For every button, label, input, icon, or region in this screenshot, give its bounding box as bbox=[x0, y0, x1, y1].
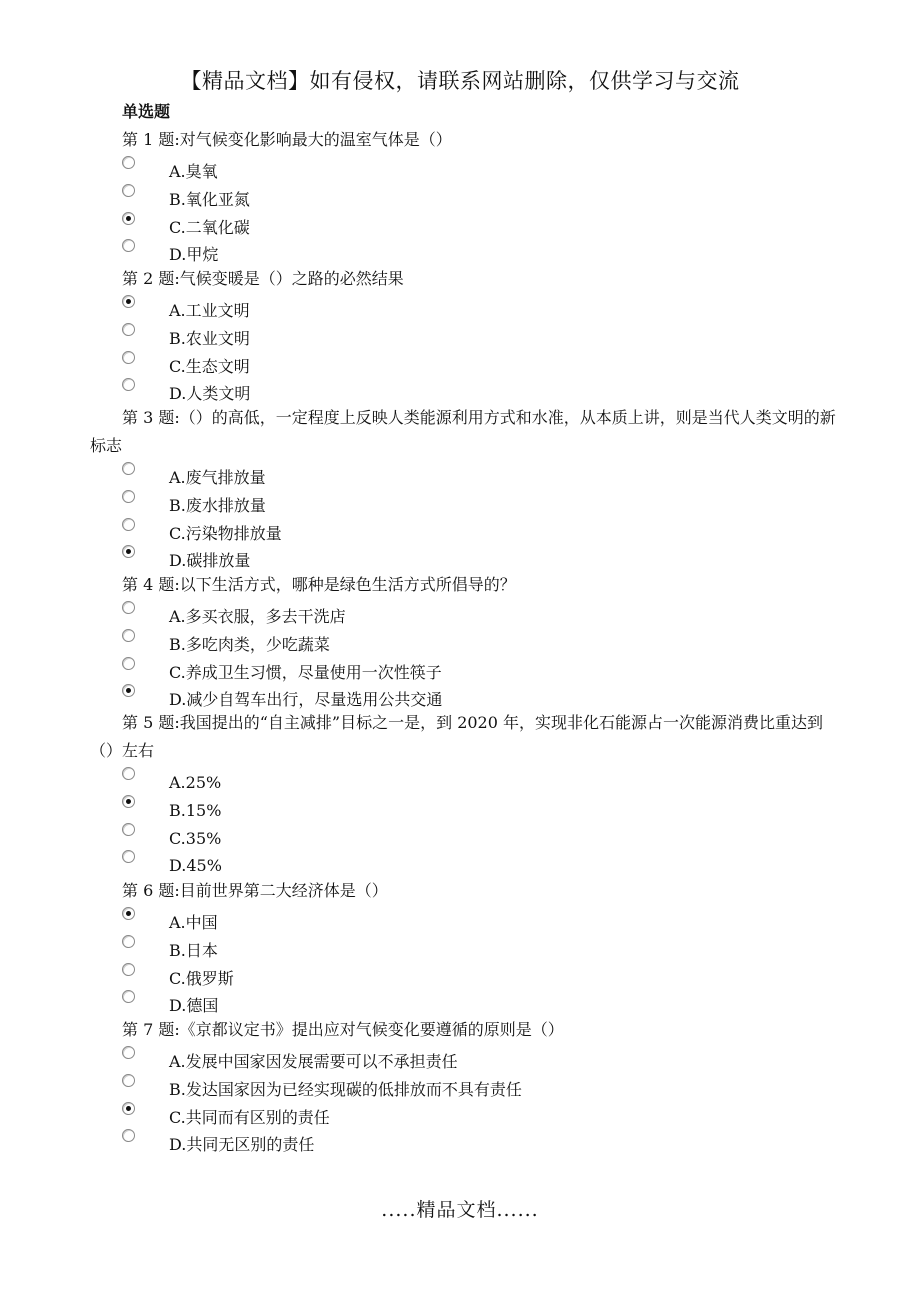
option-label: D.甲烷 bbox=[169, 245, 219, 265]
question-text: 第 6 题:目前世界第二大经济体是（） bbox=[122, 881, 388, 900]
answer-option[interactable] bbox=[118, 850, 818, 878]
answer-option[interactable] bbox=[118, 601, 818, 629]
radio-unselected-icon[interactable] bbox=[122, 935, 135, 948]
radio-unselected-icon[interactable] bbox=[122, 1129, 135, 1142]
option-label: C.俄罗斯 bbox=[169, 968, 234, 988]
option-label: D.碳排放量 bbox=[169, 551, 251, 571]
answer-option[interactable] bbox=[118, 795, 818, 823]
question-text: 第 3 题:（）的高低，一定程度上反映人类能源利用方式和水准，从本质上讲，则是当代人类文明的新标志 bbox=[90, 408, 836, 455]
radio-unselected-icon[interactable] bbox=[122, 156, 135, 169]
radio-unselected-icon[interactable] bbox=[122, 239, 135, 252]
question-text: 第 5 题:我国提出的“自主减排”目标之一是，到 2020 年，实现非化石能源占一次能源消费比重达到（）左右 bbox=[90, 713, 823, 760]
answer-option[interactable] bbox=[118, 156, 818, 184]
radio-unselected-icon[interactable] bbox=[122, 351, 135, 364]
option-label: C.养成卫生习惯，尽量使用一次性筷子 bbox=[169, 662, 442, 682]
question-text: 第 4 题:以下生活方式，哪种是绿色生活方式所倡导的？ bbox=[122, 575, 516, 594]
option-label: D.人类文明 bbox=[169, 384, 251, 404]
radio-unselected-icon[interactable] bbox=[122, 629, 135, 642]
answer-option[interactable] bbox=[118, 351, 818, 379]
answer-option[interactable] bbox=[118, 629, 818, 657]
answer-option[interactable] bbox=[118, 378, 818, 406]
answer-option[interactable] bbox=[118, 490, 818, 518]
option-label: C.二氧化碳 bbox=[169, 217, 250, 237]
question-text: 第 7 题:《京都议定书》提出应对气候变化要遵循的原则是（） bbox=[122, 1020, 564, 1039]
answer-option[interactable] bbox=[118, 1102, 818, 1130]
radio-unselected-icon[interactable] bbox=[122, 601, 135, 614]
answer-option[interactable] bbox=[118, 990, 818, 1018]
radio-unselected-icon[interactable] bbox=[122, 1074, 135, 1087]
radio-unselected-icon[interactable] bbox=[122, 850, 135, 863]
question-text: 第 2 题:气候变暖是（）之路的必然结果 bbox=[122, 269, 404, 288]
answer-option[interactable] bbox=[118, 462, 818, 490]
option-label: A.中国 bbox=[169, 913, 218, 932]
answer-option[interactable] bbox=[118, 1129, 818, 1157]
page-header: 【精品文档】如有侵权，请联系网站删除，仅供学习与交流 bbox=[180, 69, 740, 93]
option-label: A.多买衣服，多去干洗店 bbox=[169, 607, 346, 626]
answer-option[interactable] bbox=[118, 935, 818, 963]
radio-selected-icon[interactable] bbox=[122, 212, 135, 225]
answer-option[interactable] bbox=[118, 212, 818, 240]
radio-unselected-icon[interactable] bbox=[122, 378, 135, 391]
radio-unselected-icon[interactable] bbox=[122, 990, 135, 1003]
answer-option[interactable] bbox=[118, 295, 818, 323]
option-label: A.25% bbox=[169, 773, 222, 792]
answer-option[interactable] bbox=[118, 907, 818, 935]
radio-selected-icon[interactable] bbox=[122, 1102, 135, 1115]
question-text: 第 1 题:对气候变化影响最大的温室气体是（） bbox=[122, 130, 452, 149]
option-label: D.减少自驾车出行，尽量选用公共交通 bbox=[169, 690, 443, 710]
answer-option[interactable] bbox=[118, 1046, 818, 1074]
radio-unselected-icon[interactable] bbox=[122, 323, 135, 336]
radio-selected-icon[interactable] bbox=[122, 545, 135, 558]
answer-option[interactable] bbox=[118, 767, 818, 795]
radio-unselected-icon[interactable] bbox=[122, 767, 135, 780]
radio-selected-icon[interactable] bbox=[122, 795, 135, 808]
option-label: A.工业文明 bbox=[169, 301, 250, 320]
option-label: B.氧化亚氮 bbox=[169, 189, 250, 209]
radio-selected-icon[interactable] bbox=[122, 295, 135, 308]
radio-unselected-icon[interactable] bbox=[122, 518, 135, 531]
option-label: C.35% bbox=[169, 828, 222, 848]
section-title: 单选题 bbox=[122, 102, 171, 121]
option-label: B.多吃肉类，少吃蔬菜 bbox=[169, 634, 330, 654]
radio-unselected-icon[interactable] bbox=[122, 963, 135, 976]
option-label: D.德国 bbox=[169, 996, 219, 1016]
radio-unselected-icon[interactable] bbox=[122, 184, 135, 197]
page-footer: .....精品文档...... bbox=[381, 1199, 539, 1221]
answer-option[interactable] bbox=[118, 1074, 818, 1102]
option-label: B.废水排放量 bbox=[169, 495, 266, 515]
option-label: A.臭氧 bbox=[169, 162, 218, 181]
answer-option[interactable] bbox=[118, 518, 818, 546]
option-label: D.共同无区别的责任 bbox=[169, 1135, 315, 1155]
answer-option[interactable] bbox=[118, 545, 818, 573]
answer-option[interactable] bbox=[118, 184, 818, 212]
answer-option[interactable] bbox=[118, 657, 818, 685]
radio-unselected-icon[interactable] bbox=[122, 1046, 135, 1059]
answer-option[interactable] bbox=[118, 963, 818, 991]
radio-selected-icon[interactable] bbox=[122, 684, 135, 697]
radio-unselected-icon[interactable] bbox=[122, 490, 135, 503]
option-label: C.污染物排放量 bbox=[169, 523, 282, 543]
answer-option[interactable] bbox=[118, 823, 818, 851]
radio-selected-icon[interactable] bbox=[122, 907, 135, 920]
option-label: D.45% bbox=[169, 856, 222, 876]
option-label: A.发展中国家因发展需要可以不承担责任 bbox=[169, 1052, 458, 1071]
radio-unselected-icon[interactable] bbox=[122, 823, 135, 836]
option-label: A.废气排放量 bbox=[169, 468, 266, 487]
option-label: B.发达国家因为已经实现碳的低排放而不具有责任 bbox=[169, 1079, 522, 1099]
radio-unselected-icon[interactable] bbox=[122, 657, 135, 670]
answer-option[interactable] bbox=[118, 239, 818, 267]
option-label: B.农业文明 bbox=[169, 328, 250, 348]
radio-unselected-icon[interactable] bbox=[122, 462, 135, 475]
option-label: B.日本 bbox=[169, 940, 218, 960]
answer-option[interactable] bbox=[118, 323, 818, 351]
option-label: B.15% bbox=[169, 800, 222, 820]
option-label: C.共同而有区别的责任 bbox=[169, 1107, 330, 1127]
option-label: C.生态文明 bbox=[169, 356, 250, 376]
